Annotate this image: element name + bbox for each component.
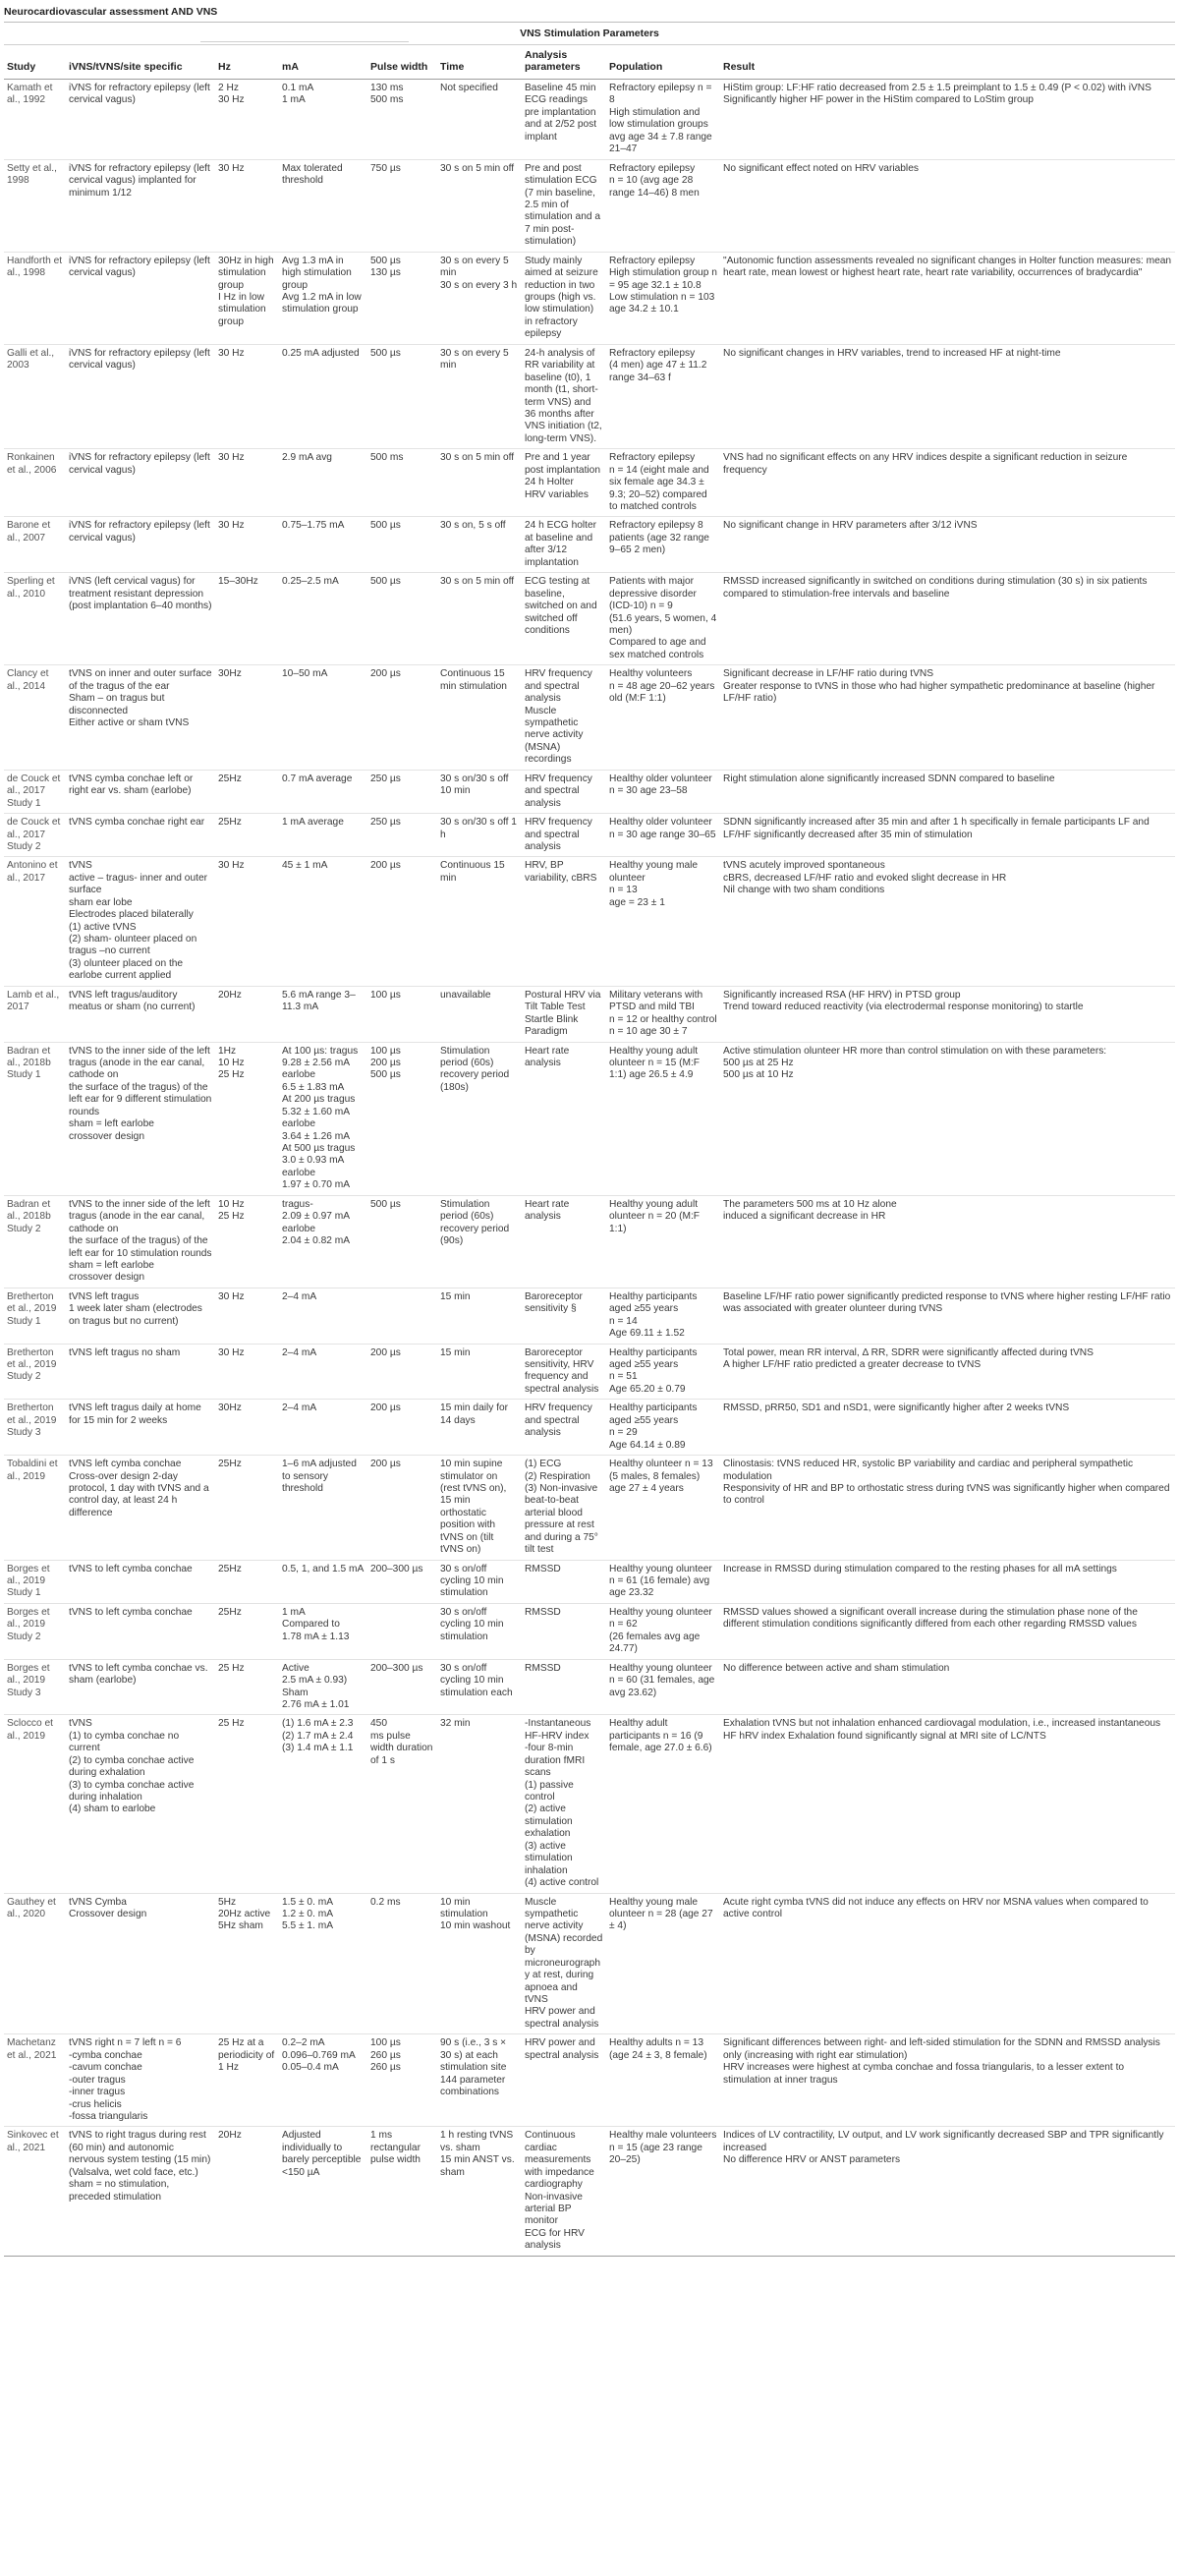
site-cell: iVNS (left cervical vagus) for treatment resistant depression (post implantation 6–40 months) — [66, 573, 215, 665]
hz-cell: 25Hz — [215, 1603, 279, 1659]
time-cell: 30 s on 5 min off — [437, 449, 522, 517]
population-cell: Patients with major depressive disorder (ICD-10) n = 9 (51.6 years, 5 women, 4 men) Compared to age and sex matched controls — [606, 573, 720, 665]
table-row — [4, 1288, 1175, 1344]
site-cell: iVNS for refractory epilepsy (left cervical vagus) — [66, 344, 215, 449]
analysis-cell: Baroreceptor sensitivity § — [522, 1288, 606, 1344]
column-header-pulse-width: Pulse width — [367, 45, 437, 80]
hz-cell: 25 Hz at a periodicity of 1 Hz — [215, 2034, 279, 2127]
table-row — [4, 1344, 1175, 1400]
analysis-cell: Postural HRV via Tilt Table Test Startle Blink Paradigm — [522, 986, 606, 1042]
population-cell: Refractory epilepsy n = 8 High stimulation and low stimulation groups avg age 34 ± 7.8 range 21–47 — [606, 80, 720, 160]
time-cell: 90 s (i.e., 3 s × 30 s) at each stimulation site 144 parameter combinations — [437, 2034, 522, 2127]
pulse-width-cell: 500 µs 130 µs — [367, 252, 437, 344]
site-cell: tVNS to left cymba conchae — [66, 1560, 215, 1603]
analysis-cell: Study mainly aimed at seizure reduction in two groups (high vs. low stimulation) in refractory epilepsy — [522, 252, 606, 344]
site-cell: tVNS left tragus/auditory meatus or sham (no current) — [66, 986, 215, 1042]
study-cell: Gauthey et al., 2020 — [4, 1893, 66, 2034]
population-cell: Refractory epilepsy n = 14 (eight male and six female age 34.3 ± 9.3; 20–52) compared to matched controls — [606, 449, 720, 517]
study-cell: de Couck et al., 2017 Study 2 — [4, 814, 66, 857]
pulse-width-cell: 750 µs — [367, 159, 437, 252]
time-cell: 15 min — [437, 1288, 522, 1344]
site-cell: tVNS cymba conchae right ear — [66, 814, 215, 857]
result-cell: Baseline LF/HF ratio power significantly predicted response to tVNS where higher resting LF/HF ratio was associated with greater olunteer during tVNS — [720, 1288, 1175, 1344]
ma-cell: 1.5 ± 0. mA 1.2 ± 0. mA 5.5 ± 1. mA — [279, 1893, 367, 2034]
site-cell: tVNS left tragus 1 week later sham (electrodes on tragus but no current) — [66, 1288, 215, 1344]
data-table — [4, 44, 1175, 2257]
pulse-width-cell: 500 µs — [367, 573, 437, 665]
result-cell: Acute right cymba tVNS did not induce any effects on HRV nor MSNA values when compared to active control — [720, 1893, 1175, 2034]
column-header-time: Time — [437, 45, 522, 80]
table-body — [4, 80, 1175, 2257]
table-row — [4, 573, 1175, 665]
result-cell: RMSSD increased significantly in switched on conditions during stimulation (30 s) in six patients compared to stimulation-free intervals and baseline — [720, 573, 1175, 665]
hz-cell: 30 Hz — [215, 449, 279, 517]
table-row — [4, 1603, 1175, 1659]
table-row — [4, 986, 1175, 1042]
analysis-cell: HRV power and spectral analysis — [522, 2034, 606, 2127]
ma-cell: 1 mA average — [279, 814, 367, 857]
time-cell: 30 s on/off cycling 10 min stimulation each — [437, 1659, 522, 1715]
study-cell: Bretherton et al., 2019 Study 1 — [4, 1288, 66, 1344]
time-cell: 30 s on 5 min off — [437, 573, 522, 665]
ma-cell: 0.1 mA 1 mA — [279, 80, 367, 160]
hz-cell: 25 Hz — [215, 1659, 279, 1715]
analysis-cell: Baseline 45 min ECG readings pre implantation and at 2/52 post implant — [522, 80, 606, 160]
pulse-width-cell: 200 µs — [367, 1344, 437, 1400]
pulse-width-cell: 100 µs 260 µs 260 µs — [367, 2034, 437, 2127]
population-cell: Healthy young olunteer n = 62 (26 females avg age 24.77) — [606, 1603, 720, 1659]
ma-cell: Avg 1.3 mA in high stimulation group Avg 1.2 mA in low stimulation group — [279, 252, 367, 344]
table-row — [4, 1456, 1175, 1561]
result-cell: RMSSD values showed a significant overall increase during the stimulation phase none of the different stimulation conditions significantly differed from each other regarding RMSSD values — [720, 1603, 1175, 1659]
study-cell: Borges et al., 2019 Study 3 — [4, 1659, 66, 1715]
study-cell: Bretherton et al., 2019 Study 3 — [4, 1400, 66, 1456]
pulse-width-cell: 100 µs — [367, 986, 437, 1042]
result-cell: RMSSD, pRR50, SD1 and nSD1, were significantly higher after 2 weeks tVNS — [720, 1400, 1175, 1456]
study-cell: Ronkainen et al., 2006 — [4, 449, 66, 517]
result-cell: Significant differences between right- and left-sided stimulation for the SDNN and RMSSD analysis only (increasing with right ear stimulation) HRV increases were highest at cymba conchae and fossa triangularis, to a lesser extent to stimulation at inner tragus — [720, 2034, 1175, 2127]
population-cell: Healthy volunteers n = 48 age 20–62 years old (M:F 1:1) — [606, 665, 720, 771]
analysis-cell: HRV, BP variability, cBRS — [522, 857, 606, 986]
analysis-cell: 24 h ECG holter at baseline and after 3/12 implantation — [522, 517, 606, 573]
table-row — [4, 2127, 1175, 2256]
result-cell: HiStim group: LF:HF ratio decreased from 2.5 ± 1.5 preimplant to 1.5 ± 0.49 (P < 0.02) with iVNS Significantly higher HF power in the HiStim compared to LoStim group — [720, 80, 1175, 160]
table-row — [4, 517, 1175, 573]
population-cell: Refractory epilepsy High stimulation group n = 95 age 32.1 ± 10.8 Low stimulation n = 103 age 34.2 ± 10.1 — [606, 252, 720, 344]
site-cell: iVNS for refractory epilepsy (left cervical vagus) — [66, 252, 215, 344]
analysis-cell: ECG testing at baseline, switched on and switched off conditions — [522, 573, 606, 665]
site-cell: tVNS active – tragus- inner and outer surface sham ear lobe Electrodes placed bilaterally (1) active tVNS (2) sham- olunteer placed on tragus –no current (3) olunteer placed on the earlobe current applied — [66, 857, 215, 986]
result-cell: Significant decrease in LF/HF ratio during tVNS Greater response to tVNS in those who had higher sympathetic predominance at baseline (higher LF/HF ratio) — [720, 665, 1175, 771]
site-cell: iVNS for refractory epilepsy (left cervical vagus) — [66, 449, 215, 517]
study-cell: Bretherton et al., 2019 Study 2 — [4, 1344, 66, 1400]
study-cell: Sperling et al., 2010 — [4, 573, 66, 665]
pulse-width-cell: 130 ms 500 ms — [367, 80, 437, 160]
result-cell: The parameters 500 ms at 10 Hz alone induced a significant decrease in HR — [720, 1195, 1175, 1288]
result-cell: No significant effect noted on HRV variables — [720, 159, 1175, 252]
ma-cell: tragus- 2.09 ± 0.97 mA earlobe 2.04 ± 0.82 mA — [279, 1195, 367, 1288]
table-row — [4, 857, 1175, 986]
pulse-width-cell: 500 µs — [367, 344, 437, 449]
table-row — [4, 344, 1175, 449]
time-cell: Stimulation period (60s) recovery period (180s) — [437, 1042, 522, 1195]
population-cell: Healthy olunteer n = 13 (5 males, 8 females) age 27 ± 4 years — [606, 1456, 720, 1561]
study-cell: Tobaldini et al., 2019 — [4, 1456, 66, 1561]
hz-cell: 30 Hz — [215, 857, 279, 986]
column-header-ma: mA — [279, 45, 367, 80]
time-cell: Not specified — [437, 80, 522, 160]
column-header-hz: Hz — [215, 45, 279, 80]
result-cell: No significant change in HRV parameters after 3/12 iVNS — [720, 517, 1175, 573]
time-cell: Continuous 15 min stimulation — [437, 665, 522, 771]
result-cell: Right stimulation alone significantly increased SDNN compared to baseline — [720, 770, 1175, 813]
population-cell: Healthy participants aged ≥55 years n = 29 Age 64.14 ± 0.89 — [606, 1400, 720, 1456]
site-cell: tVNS to left cymba conchae vs. sham (earlobe) — [66, 1659, 215, 1715]
population-cell: Healthy adults n = 13 (age 24 ± 3, 8 female) — [606, 2034, 720, 2127]
hz-cell: 20Hz — [215, 2127, 279, 2256]
analysis-cell: Muscle sympathetic nerve activity (MSNA) recorded by microneurography at rest, during apnoea and tVNS HRV power and spectral analysis — [522, 1893, 606, 2034]
ma-cell: 0.7 mA average — [279, 770, 367, 813]
ma-cell: 0.5, 1, and 1.5 mA — [279, 1560, 367, 1603]
ma-cell: 2–4 mA — [279, 1288, 367, 1344]
analysis-cell: RMSSD — [522, 1659, 606, 1715]
analysis-cell: HRV frequency and spectral analysis — [522, 1400, 606, 1456]
result-cell: Active stimulation olunteer HR more than control stimulation on with these parameters: 500 µs at 25 Hz 500 µs at 10 Hz — [720, 1042, 1175, 1195]
table-row — [4, 1400, 1175, 1456]
time-cell: 30 s on 5 min off — [437, 159, 522, 252]
population-cell: Healthy male volunteers n = 15 (age 23 range 20–25) — [606, 2127, 720, 2256]
hz-cell: 30 Hz — [215, 1288, 279, 1344]
population-cell: Refractory epilepsy 8 patients (age 32 range 9–65 2 men) — [606, 517, 720, 573]
result-cell: Clinostasis: tVNS reduced HR, systolic BP variability and cardiac and peripheral sympathetic modulation Responsivity of HR and BP to orthostatic stress during tVNS was significantly higher when compared to control — [720, 1456, 1175, 1561]
column-header-population: Population — [606, 45, 720, 80]
site-cell: tVNS to right tragus during rest (60 min) and autonomic nervous system testing (15 min) (Valsalva, wet cold face, etc.) sham = no stimulation, preceded stimulation — [66, 2127, 215, 2256]
ma-cell: (1) 1.6 mA ± 2.3 (2) 1.7 mA ± 2.4 (3) 1.4 mA ± 1.1 — [279, 1715, 367, 1893]
table-row — [4, 1195, 1175, 1288]
group-header-rule — [200, 41, 409, 42]
hz-cell: 1Hz 10 Hz 25 Hz — [215, 1042, 279, 1195]
pulse-width-cell: 200 µs — [367, 1400, 437, 1456]
analysis-cell: Pre and post stimulation ECG (7 min baseline, 2.5 min of stimulation and a 7 min post-stimulation) — [522, 159, 606, 252]
population-cell: Healthy young male olunteer n = 28 (age 27 ± 4) — [606, 1893, 720, 2034]
pulse-width-cell: 500 µs — [367, 1195, 437, 1288]
ma-cell: 0.75–1.75 mA — [279, 517, 367, 573]
pulse-width-cell: 200–300 µs — [367, 1560, 437, 1603]
study-cell: Sclocco et al., 2019 — [4, 1715, 66, 1893]
time-cell: 1 h resting tVNS vs. sham 15 min ANST vs. sham — [437, 2127, 522, 2256]
result-cell: No significant changes in HRV variables, trend to increased HF at night-time — [720, 344, 1175, 449]
study-cell: Badran et al., 2018b Study 2 — [4, 1195, 66, 1288]
time-cell: 15 min daily for 14 days — [437, 1400, 522, 1456]
hz-cell: 5Hz 20Hz active 5Hz sham — [215, 1893, 279, 2034]
site-cell: iVNS for refractory epilepsy (left cervical vagus) — [66, 517, 215, 573]
column-header-result: Result — [720, 45, 1175, 80]
population-cell: Healthy young olunteer n = 61 (16 female) avg age 23.32 — [606, 1560, 720, 1603]
site-cell: tVNS left cymba conchae Cross-over design 2-day protocol, 1 day with tVNS and a control day, at least 24 h difference — [66, 1456, 215, 1561]
pulse-width-cell — [367, 1603, 437, 1659]
analysis-cell: RMSSD — [522, 1603, 606, 1659]
table-row — [4, 665, 1175, 771]
time-cell: 10 min supine stimulator on (rest tVNS on), 15 min orthostatic position with tVNS on (tilt tVNS on) — [437, 1456, 522, 1561]
time-cell: 30 s on/off cycling 10 min stimulation — [437, 1603, 522, 1659]
result-cell: Total power, mean RR interval, Δ RR, SDRR were significantly affected during tVNS A higher LF/HF ratio predicted a greater decrease to tVNS — [720, 1344, 1175, 1400]
study-cell: Borges et al., 2019 Study 2 — [4, 1603, 66, 1659]
ma-cell: 2.9 mA avg — [279, 449, 367, 517]
table-row — [4, 1560, 1175, 1603]
study-cell: Kamath et al., 1992 — [4, 80, 66, 160]
analysis-cell: Baroreceptor sensitivity, HRV frequency and spectral analysis — [522, 1344, 606, 1400]
result-cell: VNS had no significant effects on any HRV indices despite a significant reduction in seizure frequency — [720, 449, 1175, 517]
study-cell: Borges et al., 2019 Study 1 — [4, 1560, 66, 1603]
table-title: Neurocardiovascular assessment AND VNS — [4, 4, 1175, 23]
hz-cell: 20Hz — [215, 986, 279, 1042]
ma-cell: 1–6 mA adjusted to sensory threshold — [279, 1456, 367, 1561]
hz-cell: 25Hz — [215, 1560, 279, 1603]
time-cell: 30 s on every 5 min — [437, 344, 522, 449]
ma-cell: 5.6 mA range 3–11.3 mA — [279, 986, 367, 1042]
ma-cell: 0.25–2.5 mA — [279, 573, 367, 665]
site-cell: tVNS left tragus no sham — [66, 1344, 215, 1400]
site-cell: tVNS Cymba Crossover design — [66, 1893, 215, 2034]
group-header-label: VNS Stimulation Parameters — [520, 28, 659, 39]
table-row — [4, 1659, 1175, 1715]
site-cell: tVNS to left cymba conchae — [66, 1603, 215, 1659]
table-row — [4, 814, 1175, 857]
study-cell: Barone et al., 2007 — [4, 517, 66, 573]
hz-cell: 25Hz — [215, 770, 279, 813]
population-cell: Healthy young adult olunteer n = 20 (M:F 1:1) — [606, 1195, 720, 1288]
site-cell: tVNS (1) to cymba conchae no current (2) to cymba conchae active during exhalation (3) to cymba conchae active during inhalation (4) sham to earlobe — [66, 1715, 215, 1893]
analysis-cell: (1) ECG (2) Respiration (3) Non-invasive beat-to-beat arterial blood pressure at rest and during a 75° tilt test — [522, 1456, 606, 1561]
population-cell: Healthy young adult olunteer n = 15 (M:F 1:1) age 26.5 ± 4.9 — [606, 1042, 720, 1195]
table-row — [4, 80, 1175, 160]
site-cell: tVNS on inner and outer surface of the tragus of the ear Sham – on tragus but disconnected Either active or sham tVNS — [66, 665, 215, 771]
population-cell: Healthy older volunteer n = 30 age range 30–65 — [606, 814, 720, 857]
pulse-width-cell: 200 µs — [367, 857, 437, 986]
table-row — [4, 770, 1175, 813]
hz-cell: 10 Hz 25 Hz — [215, 1195, 279, 1288]
study-cell: Antonino et al., 2017 — [4, 857, 66, 986]
ma-cell: Active 2.5 mA ± 0.93) Sham 2.76 mA ± 1.01 — [279, 1659, 367, 1715]
population-cell: Healthy young olunteer n = 60 (31 females, age avg 23.62) — [606, 1659, 720, 1715]
pulse-width-cell: 200–300 µs — [367, 1659, 437, 1715]
pulse-width-cell: 250 µs — [367, 770, 437, 813]
time-cell: Stimulation period (60s) recovery period (90s) — [437, 1195, 522, 1288]
ma-cell: 45 ± 1 mA — [279, 857, 367, 986]
result-cell: No difference between active and sham stimulation — [720, 1659, 1175, 1715]
analysis-cell: Pre and 1 year post implantation 24 h Holter HRV variables — [522, 449, 606, 517]
hz-cell: 30 Hz — [215, 344, 279, 449]
hz-cell: 25Hz — [215, 1456, 279, 1561]
group-header — [4, 23, 1175, 44]
hz-cell: 25 Hz — [215, 1715, 279, 1893]
analysis-cell: RMSSD — [522, 1560, 606, 1603]
analysis-cell: HRV frequency and spectral analysis — [522, 770, 606, 813]
hz-cell: 2 Hz 30 Hz — [215, 80, 279, 160]
time-cell: 30 s on, 5 s off — [437, 517, 522, 573]
population-cell: Refractory epilepsy (4 men) age 47 ± 11.2 range 34–63 f — [606, 344, 720, 449]
pulse-width-cell: 200 µs — [367, 665, 437, 771]
time-cell: 10 min stimulation 10 min washout — [437, 1893, 522, 2034]
result-cell: Increase in RMSSD during stimulation compared to the resting phases for all mA settings — [720, 1560, 1175, 1603]
study-cell: Machetanz et al., 2021 — [4, 2034, 66, 2127]
time-cell: 30 s on/30 s off 1 h — [437, 814, 522, 857]
column-header-study: Study — [4, 45, 66, 80]
hz-cell: 25Hz — [215, 814, 279, 857]
column-header-analysis: Analysis parameters — [522, 45, 606, 80]
time-cell: 32 min — [437, 1715, 522, 1893]
hz-cell: 30Hz — [215, 665, 279, 771]
header-row — [4, 45, 1175, 80]
time-cell: 30 s on/30 s off 10 min — [437, 770, 522, 813]
analysis-cell: HRV frequency and spectral analysis — [522, 814, 606, 857]
analysis-cell: -Instantaneous HF-HRV index -four 8-min duration fMRI scans (1) passive control (2) active stimulation exhalation (3) active stimulation inhalation (4) active control — [522, 1715, 606, 1893]
population-cell: Healthy young male olunteer n = 13 age = 23 ± 1 — [606, 857, 720, 986]
ma-cell: At 100 µs: tragus 9.28 ± 2.56 mA earlobe 6.5 ± 1.83 mA At 200 µs tragus 5.32 ± 1.60 mA earlobe 3.64 ± 1.26 mA At 500 µs tragus 3.0 ± 0.93 mA earlobe 1.97 ± 0.70 mA — [279, 1042, 367, 1195]
population-cell: Healthy participants aged ≥55 years n = 14 Age 69.11 ± 1.52 — [606, 1288, 720, 1344]
time-cell: 15 min — [437, 1344, 522, 1400]
ma-cell: Adjusted individually to barely perceptible <150 µA — [279, 2127, 367, 2256]
hz-cell: 30 Hz — [215, 517, 279, 573]
column-header-site: iVNS/tVNS/site specific — [66, 45, 215, 80]
study-cell: Setty et al., 1998 — [4, 159, 66, 252]
site-cell: tVNS to the inner side of the left tragus (anode in the ear canal, cathode on the surface of the tragus) of the left ear for 9 different stimulation rounds sham = left earlobe crossover design — [66, 1042, 215, 1195]
population-cell: Healthy adult participants n = 16 (9 female, age 27.0 ± 6.6) — [606, 1715, 720, 1893]
study-cell: Clancy et al., 2014 — [4, 665, 66, 771]
time-cell: unavailable — [437, 986, 522, 1042]
population-cell: Healthy older volunteer n = 30 age 23–58 — [606, 770, 720, 813]
table-row — [4, 1893, 1175, 2034]
pulse-width-cell: 200 µs — [367, 1456, 437, 1561]
result-cell: Indices of LV contractility, LV output, and LV work significantly decreased SBP and TPR significantly increased No difference HRV or ANST parameters — [720, 2127, 1175, 2256]
study-cell: de Couck et al., 2017 Study 1 — [4, 770, 66, 813]
table-row — [4, 1715, 1175, 1893]
hz-cell: 30Hz in high stimulation group I Hz in low stimulation group — [215, 252, 279, 344]
result-cell: tVNS acutely improved spontaneous cBRS, decreased LF/HF ratio and evoked slight decrease in HR Nil change with two sham conditions — [720, 857, 1175, 986]
site-cell: tVNS to the inner side of the left tragus (anode in the ear canal, cathode on the surface of the tragus) of the left ear for 10 stimulation rounds sham = left earlobe crossover design — [66, 1195, 215, 1288]
time-cell: 30 s on/off cycling 10 min stimulation — [437, 1560, 522, 1603]
table-row — [4, 252, 1175, 344]
pulse-width-cell: 0.2 ms — [367, 1893, 437, 2034]
pulse-width-cell: 1 ms rectangular pulse width — [367, 2127, 437, 2256]
table-row — [4, 1042, 1175, 1195]
table-row — [4, 2034, 1175, 2127]
pulse-width-cell: 500 ms — [367, 449, 437, 517]
ma-cell: 2–4 mA — [279, 1344, 367, 1400]
study-cell: Badran et al., 2018b Study 1 — [4, 1042, 66, 1195]
site-cell: iVNS for refractory epilepsy (left cervical vagus) implanted for minimum 1/12 — [66, 159, 215, 252]
study-cell: Handforth et al., 1998 — [4, 252, 66, 344]
analysis-cell: 24-h analysis of RR variability at baseline (t0), 1 month (t1, short-term VNS) and 36 months after VNS initiation (t2, long-term VNS). — [522, 344, 606, 449]
pulse-width-cell: 450 ms pulse width duration of 1 s — [367, 1715, 437, 1893]
site-cell: tVNS right n = 7 left n = 6 -cymba conchae -cavum conchae -outer tragus -inner tragus -crus helicis -fossa triangularis — [66, 2034, 215, 2127]
site-cell: iVNS for refractory epilepsy (left cervical vagus) — [66, 80, 215, 160]
pulse-width-cell: 100 µs 200 µs 500 µs — [367, 1042, 437, 1195]
result-cell: "Autonomic function assessments revealed no significant changes in Holter function measures: mean heart rate, mean lowest or highest heart rate, heart rate variability, occurrences of bradycardia" — [720, 252, 1175, 344]
hz-cell: 15–30Hz — [215, 573, 279, 665]
hz-cell: 30 Hz — [215, 1344, 279, 1400]
study-cell: Lamb et al., 2017 — [4, 986, 66, 1042]
ma-cell: 0.25 mA adjusted — [279, 344, 367, 449]
site-cell: tVNS cymba conchae left or right ear vs. sham (earlobe) — [66, 770, 215, 813]
time-cell: 30 s on every 5 min 30 s on every 3 h — [437, 252, 522, 344]
study-cell: Galli et al., 2003 — [4, 344, 66, 449]
result-cell: Exhalation tVNS but not inhalation enhanced cardiovagal modulation, i.e., increased instantaneous HF hRV index Exhalation found significantly signal at MRI site of LC/NTS — [720, 1715, 1175, 1893]
time-cell: Continuous 15 min — [437, 857, 522, 986]
hz-cell: 30Hz — [215, 1400, 279, 1456]
analysis-cell: Continuous cardiac measurements with impedance cardiography Non-invasive arterial BP monitor ECG for HRV analysis — [522, 2127, 606, 2256]
table-row — [4, 159, 1175, 252]
pulse-width-cell: 500 µs — [367, 517, 437, 573]
hz-cell: 30 Hz — [215, 159, 279, 252]
study-cell: Sinkovec et al., 2021 — [4, 2127, 66, 2256]
population-cell: Refractory epilepsy n = 10 (avg age 28 range 14–46) 8 men — [606, 159, 720, 252]
result-cell: SDNN significantly increased after 35 min and after 1 h specifically in female participants LF and LF/HF significantly decreased after 35 min of stimulation — [720, 814, 1175, 857]
ma-cell: Max tolerated threshold — [279, 159, 367, 252]
ma-cell: 10–50 mA — [279, 665, 367, 771]
ma-cell: 1 mA Compared to 1.78 mA ± 1.13 — [279, 1603, 367, 1659]
population-cell: Military veterans with PTSD and mild TBI n = 12 or healthy control n = 10 age 30 ± 7 — [606, 986, 720, 1042]
pulse-width-cell — [367, 1288, 437, 1344]
ma-cell: 0.2–2 mA 0.096–0.769 mA 0.05–0.4 mA — [279, 2034, 367, 2127]
population-cell: Healthy participants aged ≥55 years n = 51 Age 65.20 ± 0.79 — [606, 1344, 720, 1400]
ma-cell: 2–4 mA — [279, 1400, 367, 1456]
analysis-cell: Heart rate analysis — [522, 1195, 606, 1288]
site-cell: tVNS left tragus daily at home for 15 min for 2 weeks — [66, 1400, 215, 1456]
analysis-cell: HRV frequency and spectral analysis Muscle sympathetic nerve activity (MSNA) recordings — [522, 665, 606, 771]
result-cell: Significantly increased RSA (HF HRV) in PTSD group Trend toward reduced reactivity (via electrodermal response monitoring) to startle — [720, 986, 1175, 1042]
table-row — [4, 449, 1175, 517]
analysis-cell: Heart rate analysis — [522, 1042, 606, 1195]
pulse-width-cell: 250 µs — [367, 814, 437, 857]
